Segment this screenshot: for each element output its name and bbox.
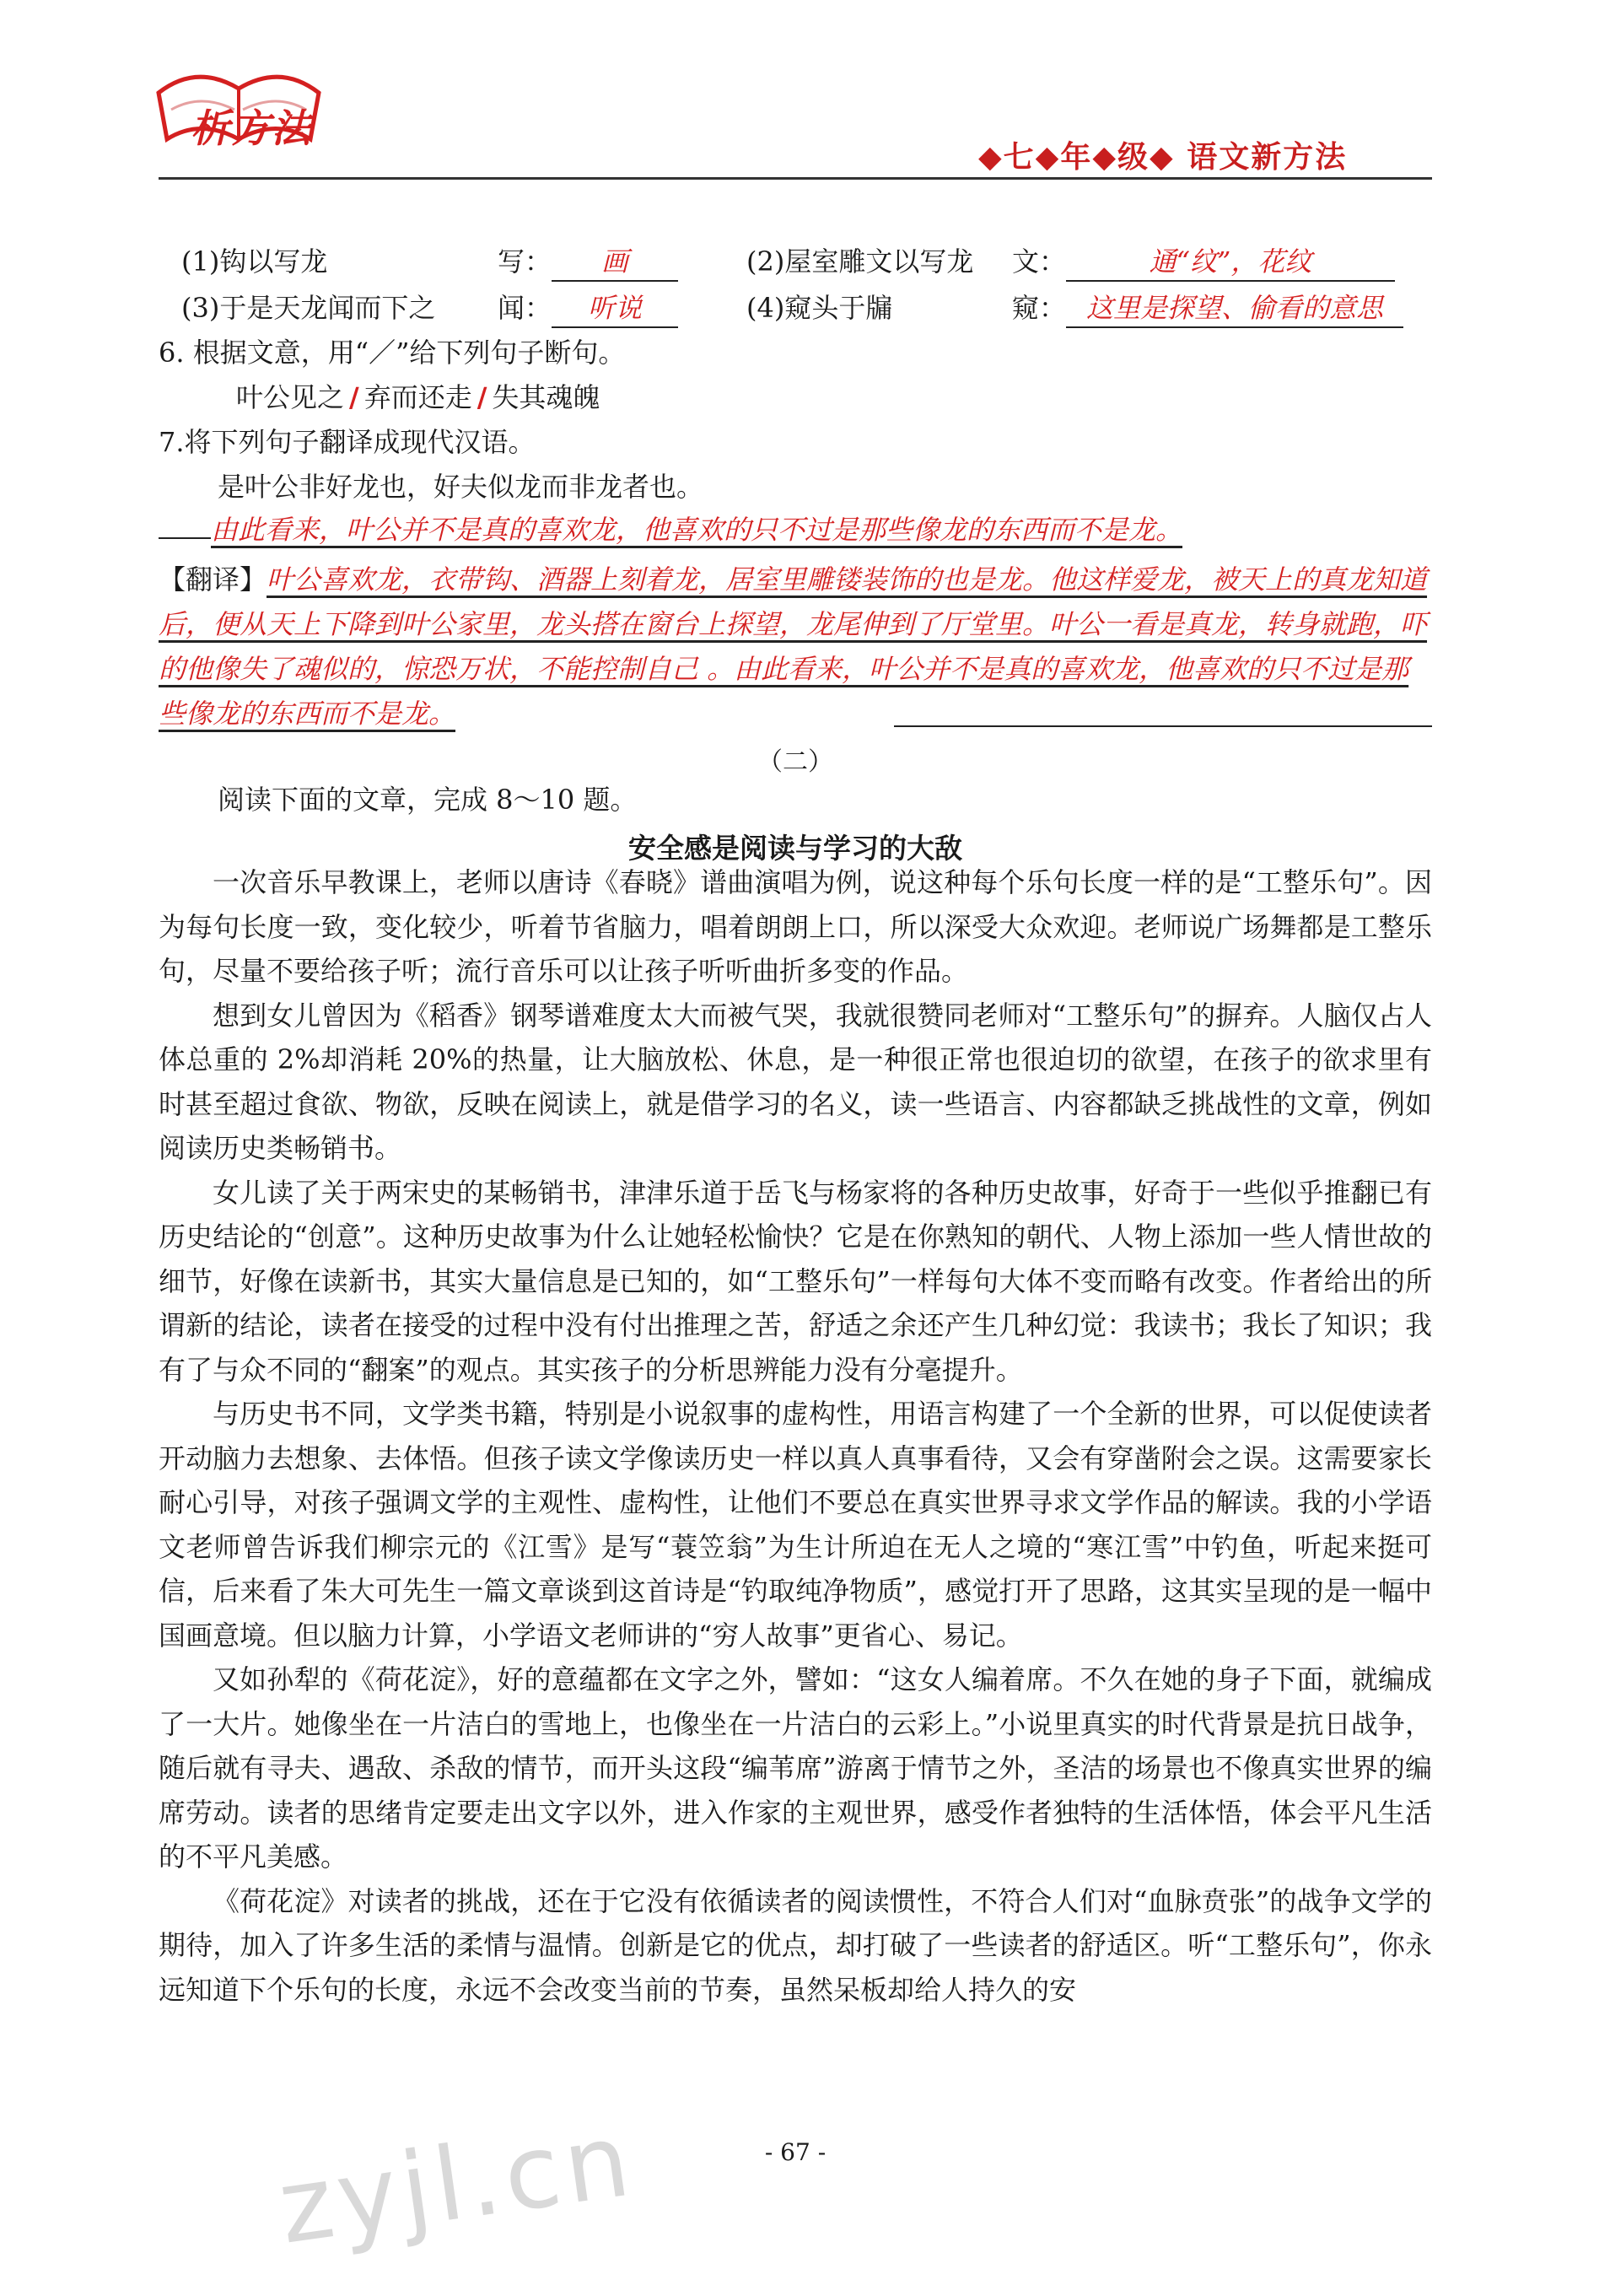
q7-sentence: 是叶公非好龙也，好夫似龙而非龙者也。 [218,471,704,503]
q5-item-2-key: 文： [1012,245,1067,278]
q7-answer-lead [159,537,211,539]
series-title: ◆七◆年◆级◆ 语文新方法 [978,140,1348,175]
q6-slash-1: / [349,381,359,413]
translation-block [159,558,1432,736]
q5-item-2-answer [1012,245,1395,282]
logo-text: 析方法 [191,105,312,151]
header-divider [159,177,1432,180]
q6-part-2: 弃而还走 [363,381,472,413]
article-paragraph: 与历史书不同，文学类书籍，特别是小说叙事的虚构性，用语言构建了一个全新的世界，可以促使读者开动脑力去想象、去体悟。但孩子读文学像读历史一样以真人真事看待，又会有穿凿附会之误。这需要家长耐心引导，对孩子强调文学的主观性、虚构性，让他们不要总在真实世界寻求文学作品的解读。我的小学语文老师曾告诉我们柳宗元的《江雪》是写“蓑笠翁”为生计所迫在无人之境的“寒江雪”中钓鱼，听起来挺可信，后来看了朱大可先生一篇文章谈到这首诗是“钓取纯净物质”，感觉打开了思路，这其实呈现的是一幅中国画意境。但以脑力计算，小学语文老师讲的“穷人故事”更省心、易记。 [159,1398,1432,1652]
q5-item-3-key: 闻： [498,292,552,324]
q6-sentence [236,380,600,416]
q5-item-4-key: 窥： [1012,292,1067,324]
q5-item-2-text: (2)屋室雕文以写龙 [746,245,974,278]
q5-item-3-answer [498,291,678,328]
publisher-logo [150,59,327,160]
q6-part-1: 叶公见之 [236,381,345,413]
q5-item-3-blank[interactable]: 听说 [552,291,678,328]
q5-item-2-blank[interactable]: 通“纹”，花纹 [1066,245,1395,282]
section-instruction: 阅读下面的文章，完成 8～10 题。 [218,784,638,816]
translation-label: 【翻译】 [159,563,267,596]
q7-answer[interactable]: 由此看来，叶公并不是真的喜欢龙，他喜欢的只不过是那些像龙的东西而不是龙。 [211,514,1183,546]
q5-item-4-text: (4)窥头于牖 [746,292,893,324]
article-paragraph: 又如孙犁的《荷花淀》，好的意蕴都在文字之外，譬如：“这女人编着席。不久在她的身子下面，就编成了一大片。她像坐在一片洁白的雪地上，也像坐在一片洁白的云彩上。”小说里真实的时代背景是抗日战争，随后就有寻夫、遇敌、杀敌的情节，而开头这段“编苇席”游离于情节之外，圣洁的场景也不像真实世界的编席劳动。读者的思绪肯定要走出文字以外，进入作家的主观世界，感受作者独特的生活体悟，体会平凡生活的不平凡美感。 [159,1663,1432,1873]
article-title: 安全感是阅读与学习的大敌 [628,832,962,865]
q5-item-2 [746,245,973,280]
q5-item-4 [746,291,892,326]
section-heading: （二） [757,747,833,777]
article-body [159,860,1432,2012]
translation-text: 叶公喜欢龙，衣带钩、酒器上刻着龙，居室里雕镂装饰的也是龙。他这样爱龙，被天上的真龙知道后，便从天上下降到叶公家里，龙头搭在窗台上探望，龙尾伸到了厅堂里。叶公一看是真龙，转身就跑，吓的他像失了魂似的，惊恐万状，不能控制自己 。由此看来，叶公并不是真的喜欢龙，他喜欢的只不过是那些像龙的东西而不是龙。 [159,563,1428,730]
q5-item-1 [181,245,327,280]
q5-item-1-blank[interactable]: 画 [552,245,678,282]
q5-item-3-text: (3)于是天龙闻而下之 [181,292,436,324]
q5-item-3 [181,291,435,326]
q6-part-3: 失其魂魄 [492,381,600,413]
q7-answer-line [159,513,1182,548]
q6-question: 6. 根据文意，用“／”给下列句子断句。 [159,337,626,369]
translation-tail-line [894,725,1432,727]
page-number: - 67 - [764,2138,827,2166]
article-paragraph: 《荷花淀》对读者的挑战，还在于它没有依循读者的阅读惯性，不符合人们对“血脉贲张”的战争文学的期待，加入了许多生活的柔情与温情。创新是它的优点，却打破了一些读者的舒适区。听“工整乐句”，你永远知道下个乐句的长度，永远不会改变当前的节奏，虽然呆板却给人持久的安 [159,1884,1432,2006]
q5-item-1-text: (1)钩以写龙 [181,245,328,278]
q5-item-4-answer [1012,291,1403,328]
q7-question: 7.将下列句子翻译成现代汉语。 [159,426,536,458]
article-paragraph: 一次音乐早教课上，老师以唐诗《春晓》谱曲演唱为例，说这种每个乐句长度一样的是“工整乐句”。因为每句长度一致，变化较少，听着节省脑力，唱着朗朗上口，所以深受大众欢迎。老师说广场舞都是工整乐句，尽量不要给孩子听；流行音乐可以让孩子听听曲折多变的作品。 [159,866,1432,987]
q5-item-1-key: 写： [498,245,552,278]
q5-item-1-answer [498,245,678,282]
article-paragraph: 女儿读了关于两宋史的某畅销书，津津乐道于岳飞与杨家将的各种历史故事，好奇于一些似乎推翻已有历史结论的“创意”。这种历史故事为什么让她轻松愉快？它是在你熟知的朝代、人物上添加一些人情世故的细节，好像在读新书，其实大量信息是已知的，如“工整乐句”一样每句大体不变而略有改变。作者给出的所谓新的结论，读者在接受的过程中没有付出推理之苦，舒适之余还产生几种幻觉：我读书；我长了知识；我有了与众不同的“翻案”的观点。其实孩子的分析思辨能力没有分毫提升。 [159,1176,1432,1386]
q6-slash-2: / [477,381,487,413]
article-paragraph: 想到女儿曾因为《稻香》钢琴谱难度太大而被气哭，我就很赞同老师对“工整乐句”的摒弃。人脑仅占人体总重的 2%却消耗 20%的热量，让大脑放松、休息，是一种很正常也很迫切的欲望，在孩子的欲求里有时甚至超过食欲、物欲，反映在阅读上，就是借学习的名义，读一些语言、内容都缺乏挑战性的文章，例如阅读历史类畅销书。 [159,999,1432,1164]
q5-item-4-blank[interactable]: 这里是探望、偷看的意思 [1066,291,1403,328]
watermark: zyjl.cn [272,2101,642,2267]
